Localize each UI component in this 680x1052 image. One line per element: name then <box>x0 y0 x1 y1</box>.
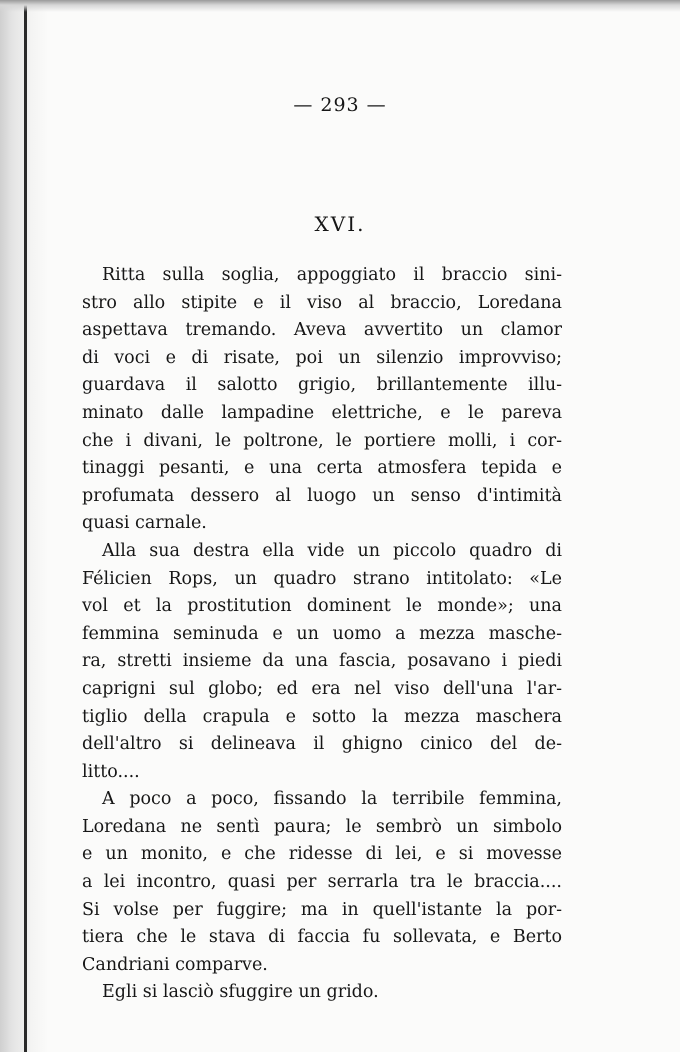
text-line: Ritta sulla soglia, appoggiato il braccio sini- <box>102 265 562 285</box>
text-line: femmina seminuda e un uomo a mezza masche- <box>82 623 562 644</box>
text-line: Candriani comparve. <box>82 954 268 975</box>
text-line: ra, stretti insieme da una fascia, posavano i piedi <box>82 651 562 672</box>
chapter-heading: XVI. <box>314 212 366 236</box>
text-line: stro allo stipite e il viso al braccio, Loredana <box>82 292 562 313</box>
text-line: a lei incontro, quasi per serrarla tra le braccia.... <box>82 872 562 893</box>
text-line: profumata dessero al luogo un senso d'intimità <box>82 485 562 506</box>
text-line: dell'altro si delineava il ghigno cinico del de- <box>82 734 562 755</box>
text-line: guardava il salotto grigio, brillantemente illu- <box>82 375 562 396</box>
text-line: A poco a poco, fissando la terribile femmina, <box>102 789 562 810</box>
text-line: Si volse per fuggire; ma in quell'istante la por- <box>82 899 562 920</box>
text-line: quasi carnale. <box>82 513 207 534</box>
top-page-edge <box>0 0 680 12</box>
text-line: Félicien Rops, un quadro strano intitolato: «Le <box>82 568 562 589</box>
text-line: aspettava tremando. Aveva avvertito un clamor <box>82 320 562 341</box>
paragraph <box>82 786 562 979</box>
text-line: litto.... <box>82 761 140 782</box>
text-line: Alla sua destra ella vide un piccolo quadro di <box>102 540 562 561</box>
paragraph <box>82 538 562 786</box>
text-line: minato dalle lampadine elettriche, e le pareva <box>82 402 562 423</box>
paragraph <box>82 262 562 538</box>
text-line: caprigni sul globo; ed era nel viso dell'una l'ar- <box>82 678 562 699</box>
paragraph <box>82 979 562 1007</box>
text-line: vol et la prostitution dominent le monde»; una <box>82 596 562 617</box>
text-line: tiera che le stava di faccia fu sollevata, e Berto <box>82 927 562 948</box>
text-line: e un monito, e che ridesse di lei, e si movesse <box>82 844 562 865</box>
text-line: tiglio della crapula e sotto la mezza maschera <box>82 706 562 727</box>
text-line: Loredana ne sentì paura; le sembrò un simbolo <box>82 816 562 837</box>
text-line: Egli si lasciò sfuggire un grido. <box>102 982 379 1003</box>
binding-shadow-line <box>24 0 27 1052</box>
text-line: tinaggi pesanti, e una certa atmosfera tepida e <box>82 458 562 479</box>
text-line: di voci e di risate, poi un silenzio improvviso; <box>82 347 562 368</box>
body-text <box>82 262 562 1007</box>
page-number: — 293 — <box>293 94 387 116</box>
text-line: che i divani, le poltrone, le portiere molli, i cor- <box>82 430 562 451</box>
